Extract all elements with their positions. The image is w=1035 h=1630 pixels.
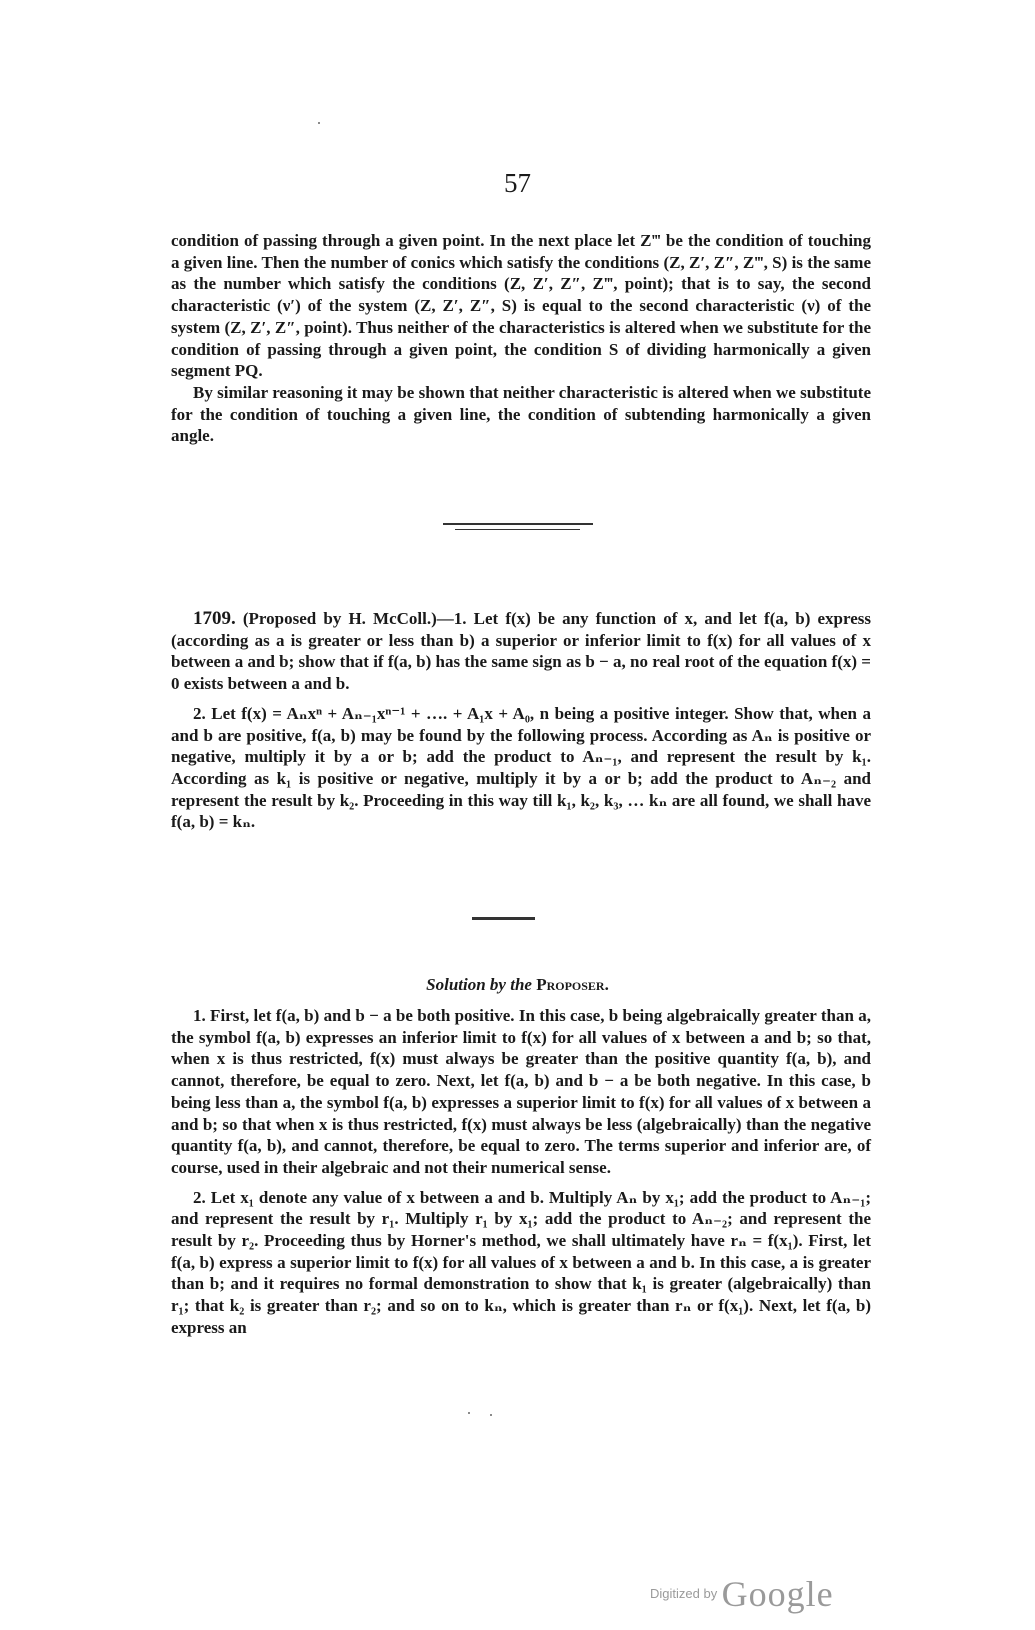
speck (490, 1414, 492, 1416)
solution-body (171, 1005, 871, 1339)
section-divider (443, 523, 593, 525)
continuation-text (171, 230, 871, 447)
question-1709 (171, 608, 871, 833)
question-part-1-text: 1. Let f(x) be any function of x, and let f(a, b) express (according as a is greater or less than b) a superior or inferior limit to f(x) for all values of x between a and b; show that if f(a, b) has the same sign as b − a, no real root of the equation f(x) = 0 exists between a and b. (171, 609, 871, 694)
google-watermark (650, 1573, 834, 1615)
section-divider-thin (455, 529, 580, 530)
solution-part-2: 2. Let x₁ denote any value of x between a and b. Multiply Aₙ by x₁; add the product to Aₙ₋₁; and represent the result by r₁. Multiply r₁ by x₁; add the product to Aₙ₋₂; and represent the result by r₂. Proceeding thus by Horner's method, we shall ultimately have rₙ = f(x₁). First, let f(a, b) express a superior limit to f(x) for all values of x between a and b. In this case, a is greater than b; and it requires no formal demonstration to show that k₁ is greater (algebraically) than r₁; that k₂ is greater than r₂; and so on to kₙ, which is greater than rₙ or f(x₁). Next, let f(a, b) express an (171, 1187, 871, 1337)
speck (318, 122, 320, 124)
question-number: 1709. (193, 608, 236, 629)
speck (468, 1412, 470, 1414)
question-proposer: (Proposed by H. McColl.)— (242, 609, 454, 628)
page-number: 57 (504, 168, 531, 198)
continuation-paragraph-1: condition of passing through a given point. In the next place let Z‴ be the condition of touching a given line. Then the number of conics which satisfy the conditions (Z, Z′, Z″, Z‴, S) is the same as the number which satisfy the conditions (Z, Z′, Z″, Z‴, point); that is to say, the second characteristic (ν′) of the system (Z, Z′, Z″, S) is equal to the second characteristic (ν) of the system (Z, Z′, Z″, point). Thus neither of the characteristics is altered when we substitute for the condition of passing through a given point, the condition S of dividing harmonically a given segment PQ. (171, 231, 871, 381)
continuation-paragraph-2: By similar reasoning it may be shown that neither characteristic is altered when we substitute for the condition of touching a given line, the condition of subtending harmonically a given angle. (171, 382, 871, 446)
watermark-brand: Google (721, 1574, 834, 1614)
solution-title (0, 975, 1035, 995)
question-part-2: 2. Let f(x) = Aₙxⁿ + Aₙ₋₁xⁿ⁻¹ + …. + A₁x + A₀, n being a positive integer. Show that, when a and b are positive, f(a, b) may be found by the following process. According as Aₙ is positive or negative, multiply it by a or b; add the product to Aₙ₋₁, and represent the result by k₁. According as k₁ is positive or negative, multiply it by a or b; add the product to Aₙ₋₂ and represent the result by k₂. Proceeding in this way till k₁, k₂, k₃, … kₙ are all found, we shall have f(a, b) = kₙ. (171, 703, 871, 832)
question-part-1 (171, 608, 871, 695)
solution-part-1: 1. First, let f(a, b) and b − a be both positive. In this case, b being algebraically greater than a, the symbol f(a, b) expresses an inferior limit to f(x) for all values of x between a and b; so that, when x is thus restricted, f(x) must always be greater than the positive quantity f(a, b), and cannot, therefore, be equal to zero. Next, let f(a, b) and b − a be both negative. In this case, b being less than a, the symbol f(a, b) expresses a superior limit to f(x) for all values of x between a and b; so that when x is thus restricted, f(x) must always be less (algebraically) than the negative quantity f(a, b), and cannot, therefore, be equal to zero. The terms superior and inferior are, of course, used in their algebraic and not their numerical sense. (171, 1006, 871, 1177)
solution-title-prefix: Solution by the (426, 975, 537, 994)
solution-title-name: Proposer. (536, 975, 609, 994)
solution-divider (472, 917, 535, 920)
watermark-prefix: Digitized by (650, 1586, 718, 1601)
